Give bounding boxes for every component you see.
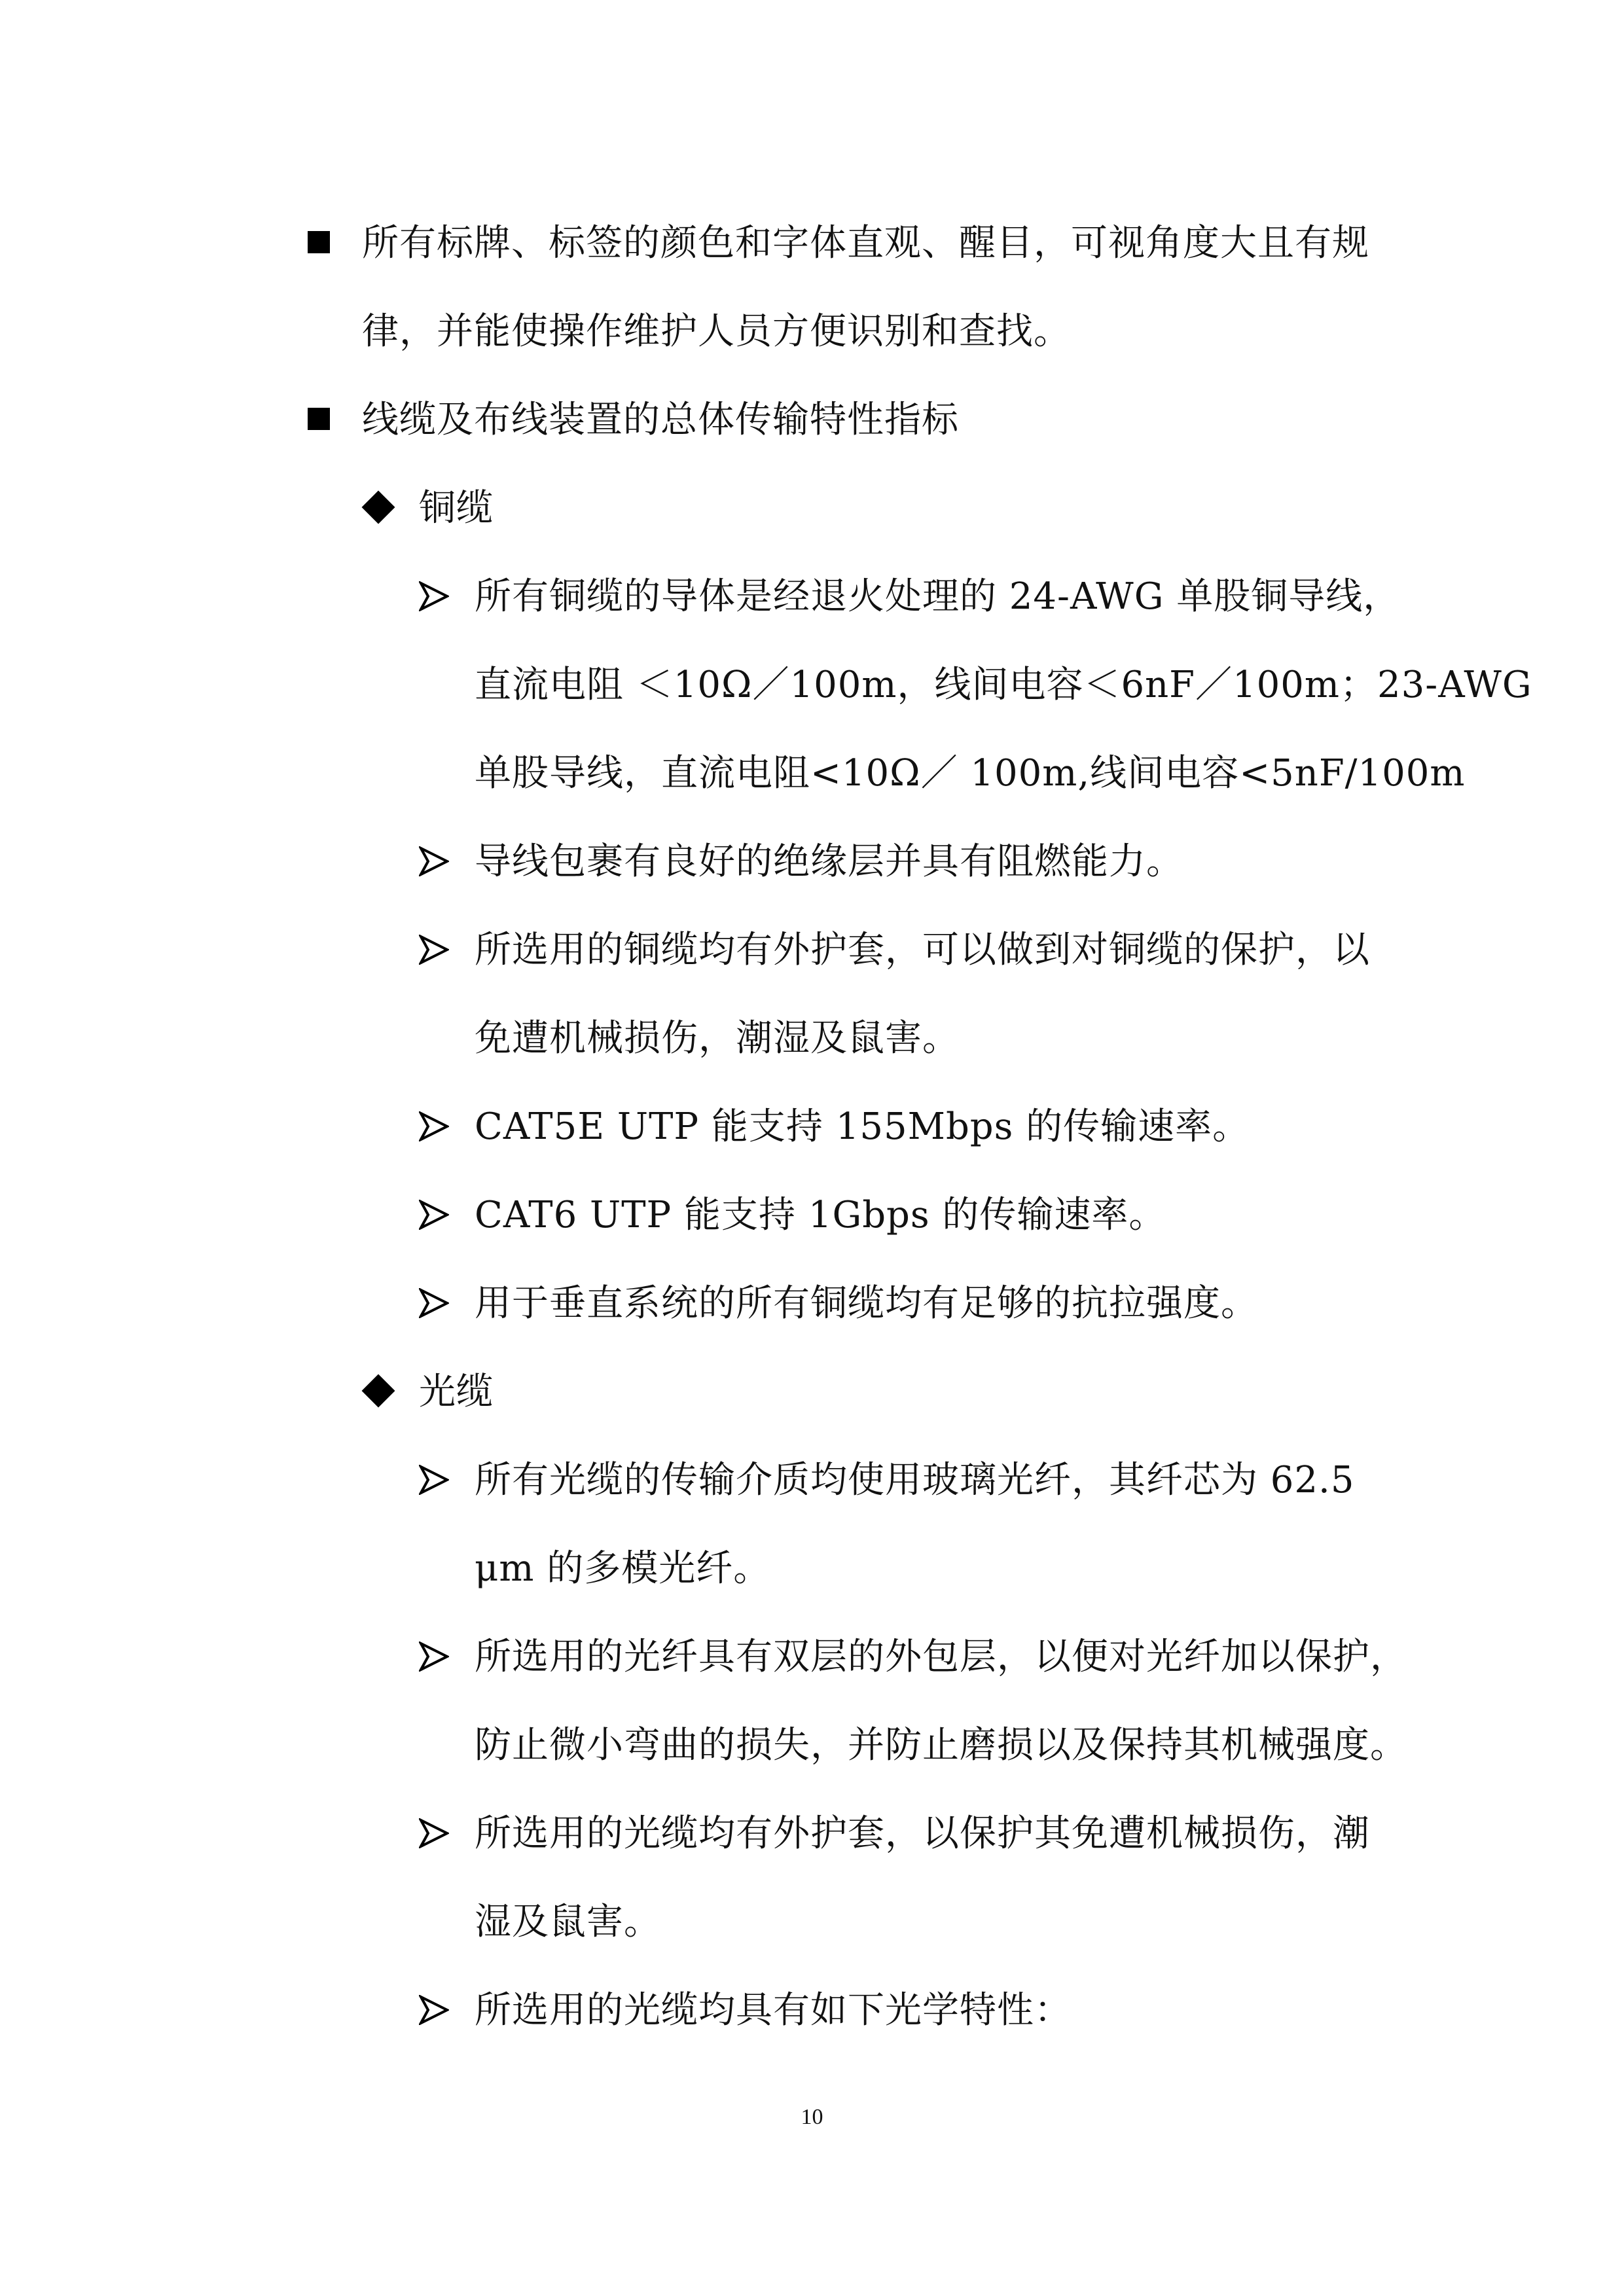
paragraph-line: 所有铜缆的导体是经退火处理的 24-AWG 单股铜导线， [475, 575, 1401, 618]
paragraph-line: CAT5E UTP 能支持 155Mbps 的传输速率。 [475, 1105, 1250, 1148]
arrow-bullet-icon [419, 1465, 449, 1495]
page-number: 10 [801, 2105, 823, 2129]
arrow-bullet-icon [419, 1641, 449, 1672]
arrow-bullet-icon [419, 1818, 449, 1848]
paragraph-line: 湿及鼠害。 [475, 1901, 661, 1943]
paragraph-line: 免遭机械损伤，潮湿及鼠害。 [475, 1017, 960, 1060]
paragraph-line: μm 的多模光纤。 [475, 1547, 771, 1590]
paragraph-line: 律，并能使操作维护人员方便识别和查找。 [362, 310, 1071, 353]
paragraph-line: 铜缆 [419, 487, 494, 529]
diamond-bullet-icon [362, 1374, 395, 1408]
paragraph-line: CAT6 UTP 能支持 1Gbps 的传输速率。 [475, 1194, 1166, 1236]
paragraph-line: 所有光缆的传输介质均使用玻璃光纤，其纤芯为 62.5 [475, 1459, 1355, 1501]
paragraph-line: 所选用的铜缆均有外护套，可以做到对铜缆的保护，以 [475, 929, 1370, 971]
arrow-bullet-icon [419, 935, 449, 965]
arrow-bullet-icon [419, 1111, 449, 1141]
paragraph-line: 光缆 [419, 1371, 494, 1413]
paragraph-line: 所有标牌、标签的颜色和字体直观、醒目，可视角度大且有规 [362, 222, 1369, 264]
paragraph-line: 线缆及布线装置的总体传输特性指标 [362, 399, 959, 441]
square-bullet-icon [308, 408, 330, 430]
paragraph-line: 导线包裹有良好的绝缘层并具有阻燃能力。 [475, 840, 1183, 883]
paragraph-line: 所选用的光纤具有双层的外包层，以便对光纤加以保护， [475, 1636, 1407, 1678]
paragraph-line: 用于垂直系统的所有铜缆均有足够的抗拉强度。 [475, 1282, 1258, 1325]
arrow-bullet-icon [419, 1288, 449, 1318]
paragraph-line: 所选用的光缆均有外护套，以保护其免遭机械损伤，潮 [475, 1812, 1370, 1855]
square-bullet-icon [308, 231, 330, 253]
diamond-bullet-icon [362, 491, 395, 524]
paragraph-line: 直流电阻 ＜10Ω／100m，线间电容＜6nF／100m；23-AWG [475, 664, 1532, 706]
arrow-bullet-icon [419, 1995, 449, 2025]
paragraph-line: 单股导线，直流电阻<10Ω／ 100m,线间电容<5nF/100m [475, 752, 1466, 795]
arrow-bullet-icon [419, 581, 449, 611]
arrow-bullet-icon [419, 846, 449, 876]
paragraph-line: 所选用的光缆均具有如下光学特性： [475, 1989, 1072, 2032]
paragraph-line: 防止微小弯曲的损失，并防止磨损以及保持其机械强度。 [475, 1724, 1407, 1767]
arrow-bullet-icon [419, 1200, 449, 1230]
